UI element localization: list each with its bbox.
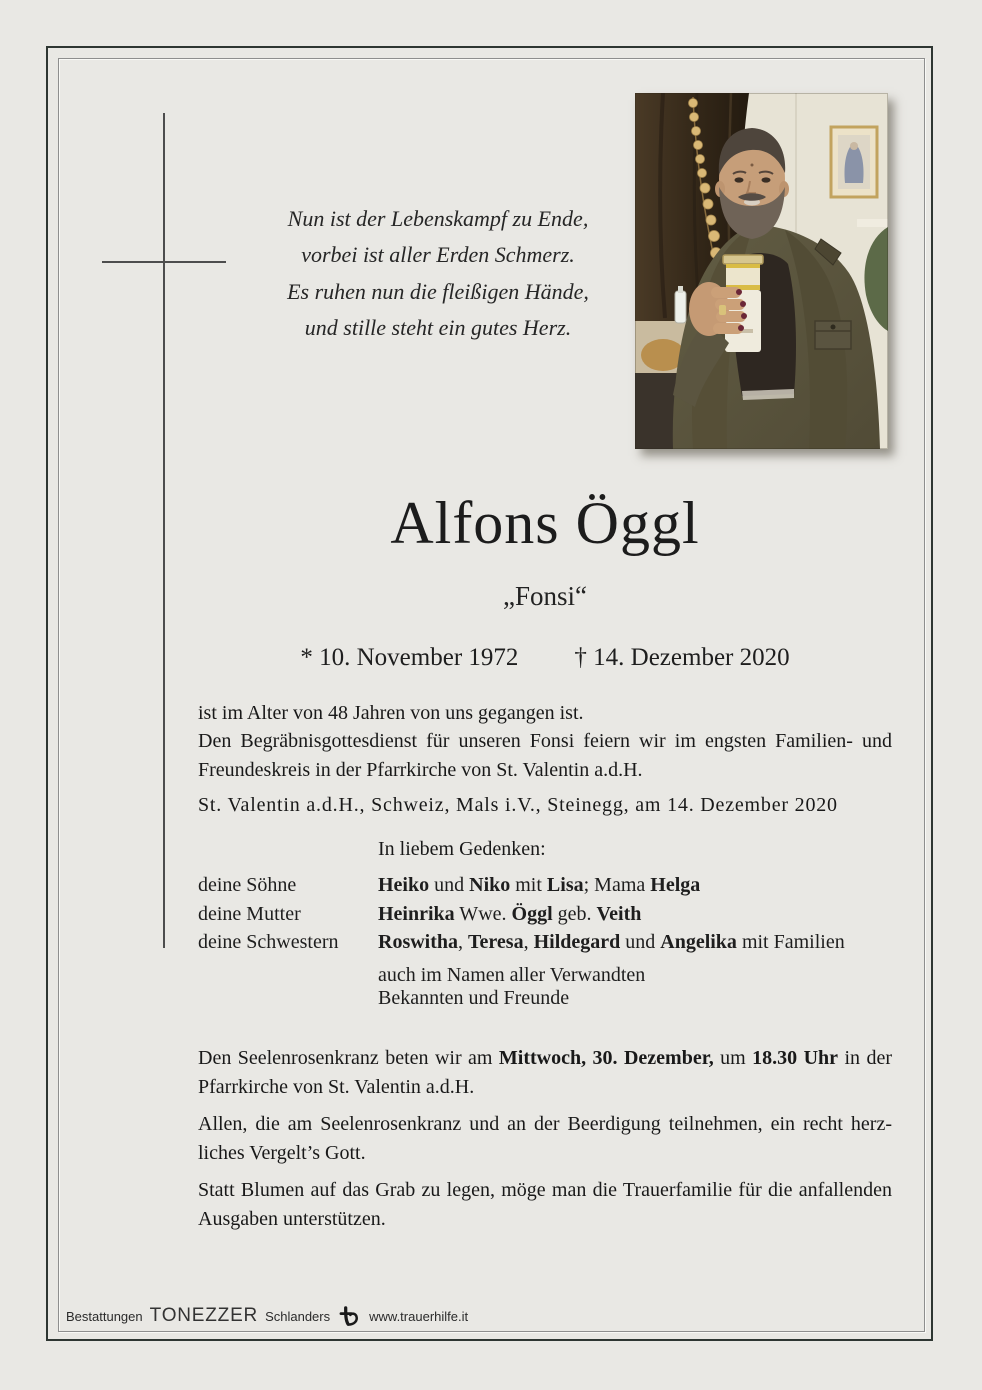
poem-line: Es ruhen nun die fleißigen Hände, (287, 278, 589, 304)
deceased-nickname: „Fonsi“ (503, 581, 587, 611)
thanks-line: Allen, die am Seelenrosenkranz und an der Beerdigung teilnehmen, ein recht herz- (198, 1113, 892, 1135)
poem-line: und stille steht ein gutes Herz. (304, 315, 572, 341)
thanks-line: liches Vergelt’s Gott. (198, 1141, 366, 1164)
birth-date: * 10. November 1972 (300, 644, 519, 671)
poem-line: Nun ist der Lebenskampf zu Ende, (287, 206, 589, 231)
relation-label: deine Mutter (198, 902, 301, 925)
family-row (198, 931, 892, 960)
flowers-line: Ausgaben unterstützen. (198, 1207, 386, 1230)
closing-line: auch im Namen aller Verwandten (378, 964, 646, 986)
place-dateline: St. Valentin a.d.H., Schweiz, Mals i.V., Steinegg, am 14. Dezember 2020 (198, 794, 838, 816)
service-line: Freundeskreis in der Pfarrkirche von St. Valentin a.d.H. (198, 758, 643, 781)
portrait-photo-illustration (635, 93, 888, 449)
rosary-paragraph (198, 1044, 892, 1101)
rosary-line: Pfarrkirche von St. Valentin a.d.H. (198, 1075, 475, 1098)
cross-ornament-vertical (163, 113, 165, 948)
funeral-home-footer (66, 1305, 468, 1327)
death-date: † 14. Dezember 2020 (574, 644, 790, 671)
thanks-paragraph (198, 1110, 892, 1167)
deceased-name: Alfons Öggl (390, 490, 700, 556)
closing-line: Bekannten und Freunde (378, 987, 570, 1010)
relation-names: Heinrika Wwe. Öggl geb. Veith (378, 902, 642, 925)
relation-label: deine Söhne (198, 874, 297, 896)
memorial-family-list (198, 874, 892, 960)
life-dates (200, 644, 890, 672)
age-line: ist im Alter von 48 Jahren von uns gegangen ist. (198, 702, 584, 724)
footer-website: www.trauerhilfe.it (369, 1308, 469, 1324)
funeral-home-brand: TONEZZER (149, 1305, 259, 1326)
rosary-line: Den Seelenrosenkranz beten wir am Mittwoch, 30. Dezember, um 18.30 Uhr in der (198, 1047, 892, 1069)
memorial-closing (378, 964, 645, 1011)
family-row (198, 903, 892, 932)
poem-line: vorbei ist aller Erden Schmerz. (301, 242, 575, 268)
trauerhilfe-logo-icon (339, 1306, 360, 1327)
relation-names: Roswitha, Teresa, Hildegard und Angelika mit Familien (378, 931, 845, 954)
footer-prefix: Bestattungen (66, 1308, 143, 1324)
relation-names: Heiko und Niko mit Lisa; Mama Helga (378, 874, 701, 896)
memorial-poem (188, 201, 688, 347)
service-paragraph (198, 727, 892, 784)
footer-location: Schlanders (265, 1308, 331, 1324)
portrait-photo (635, 93, 888, 449)
relation-label: deine Schwestern (198, 931, 339, 954)
memorial-heading: In liebem Gedenken: (378, 838, 546, 860)
flowers-paragraph (198, 1176, 892, 1233)
flowers-line: Statt Blumen auf das Grab zu legen, möge man die Trauerfamilie für die anfallenden (198, 1179, 892, 1201)
service-line: Den Begräbnisgottesdienst für unseren Fonsi feiern wir im engsten Familien- und (198, 730, 892, 752)
family-row (198, 874, 892, 903)
